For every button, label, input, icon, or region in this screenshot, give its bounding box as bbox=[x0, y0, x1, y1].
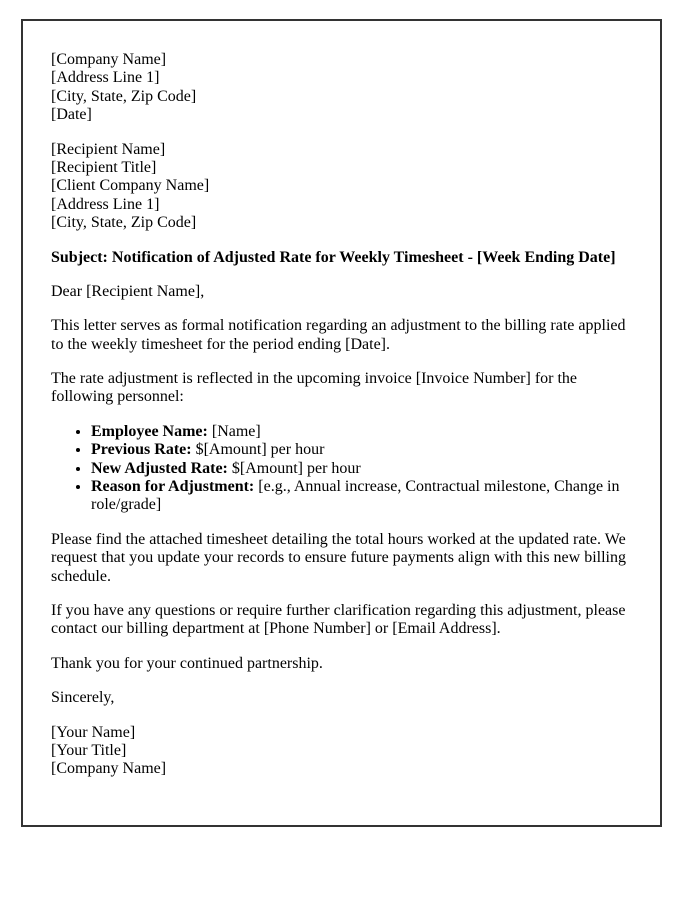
detail-label: Reason for Adjustment: bbox=[91, 478, 255, 496]
signature-name: [Your Name] bbox=[51, 723, 136, 741]
paragraph-intro: This letter serves as formal notification regarding an adjustment to the billing rate applied to the weekly timesheet for the period ending [Date]. bbox=[51, 317, 626, 353]
letter-document bbox=[21, 19, 662, 827]
paragraph-questions: If you have any questions or require further clarification regarding this adjustment, please contact our billing department at [Phone Number] or [Email Address]. bbox=[51, 601, 626, 638]
recipient-address-line: [Address Line 1] bbox=[51, 195, 160, 213]
subject-line: Subject: Notification of Adjusted Rate for Weekly Timesheet - [Week Ending Date] bbox=[51, 248, 616, 266]
detail-value: $[Amount] per hour bbox=[231, 459, 361, 477]
rate-details-list bbox=[51, 423, 632, 515]
detail-label: New Adjusted Rate: bbox=[91, 459, 228, 477]
detail-value: [e.g., Annual increase, Contractual milestone, Change in role/grade] bbox=[91, 478, 620, 514]
recipient-name: [Recipient Name] bbox=[51, 140, 166, 158]
paragraph-invoice: The rate adjustment is reflected in the upcoming invoice [Invoice Number] for the following personnel: bbox=[51, 370, 578, 406]
signature-company: [Company Name] bbox=[51, 760, 167, 778]
sender-city-state-zip: [City, State, Zip Code] bbox=[51, 87, 197, 105]
recipient-city-state-zip: [City, State, Zip Code] bbox=[51, 214, 197, 232]
list-item-previous-rate bbox=[91, 441, 632, 459]
signature-block bbox=[51, 724, 632, 779]
salutation: Dear [Recipient Name], bbox=[51, 282, 205, 300]
paragraph-thanks: Thank you for your continued partnership. bbox=[51, 654, 323, 672]
sender-address-line: [Address Line 1] bbox=[51, 69, 160, 87]
sender-company-name: [Company Name] bbox=[51, 51, 167, 68]
list-item-employee-name bbox=[91, 423, 632, 441]
subject-paragraph bbox=[51, 249, 632, 267]
sender-address-block bbox=[51, 51, 632, 125]
list-item-reason-for-adjustment bbox=[91, 478, 632, 515]
recipient-title: [Recipient Title] bbox=[51, 158, 157, 176]
detail-value: $[Amount] per hour bbox=[195, 441, 325, 459]
detail-value: [Name] bbox=[211, 422, 261, 440]
detail-label: Previous Rate: bbox=[91, 441, 192, 459]
closing: Sincerely, bbox=[51, 689, 115, 707]
list-item-new-adjusted-rate bbox=[91, 460, 632, 478]
paragraph-attachment: Please find the attached timesheet detailing the total hours worked at the updated rate. We request that you update your records to ensure future payments align with this new billing schedule. bbox=[51, 530, 626, 585]
letter-date: [Date] bbox=[51, 106, 92, 124]
detail-label: Employee Name: bbox=[91, 422, 208, 440]
recipient-address-block bbox=[51, 141, 632, 233]
signature-title: [Your Title] bbox=[51, 741, 127, 759]
recipient-company-name: [Client Company Name] bbox=[51, 177, 210, 195]
